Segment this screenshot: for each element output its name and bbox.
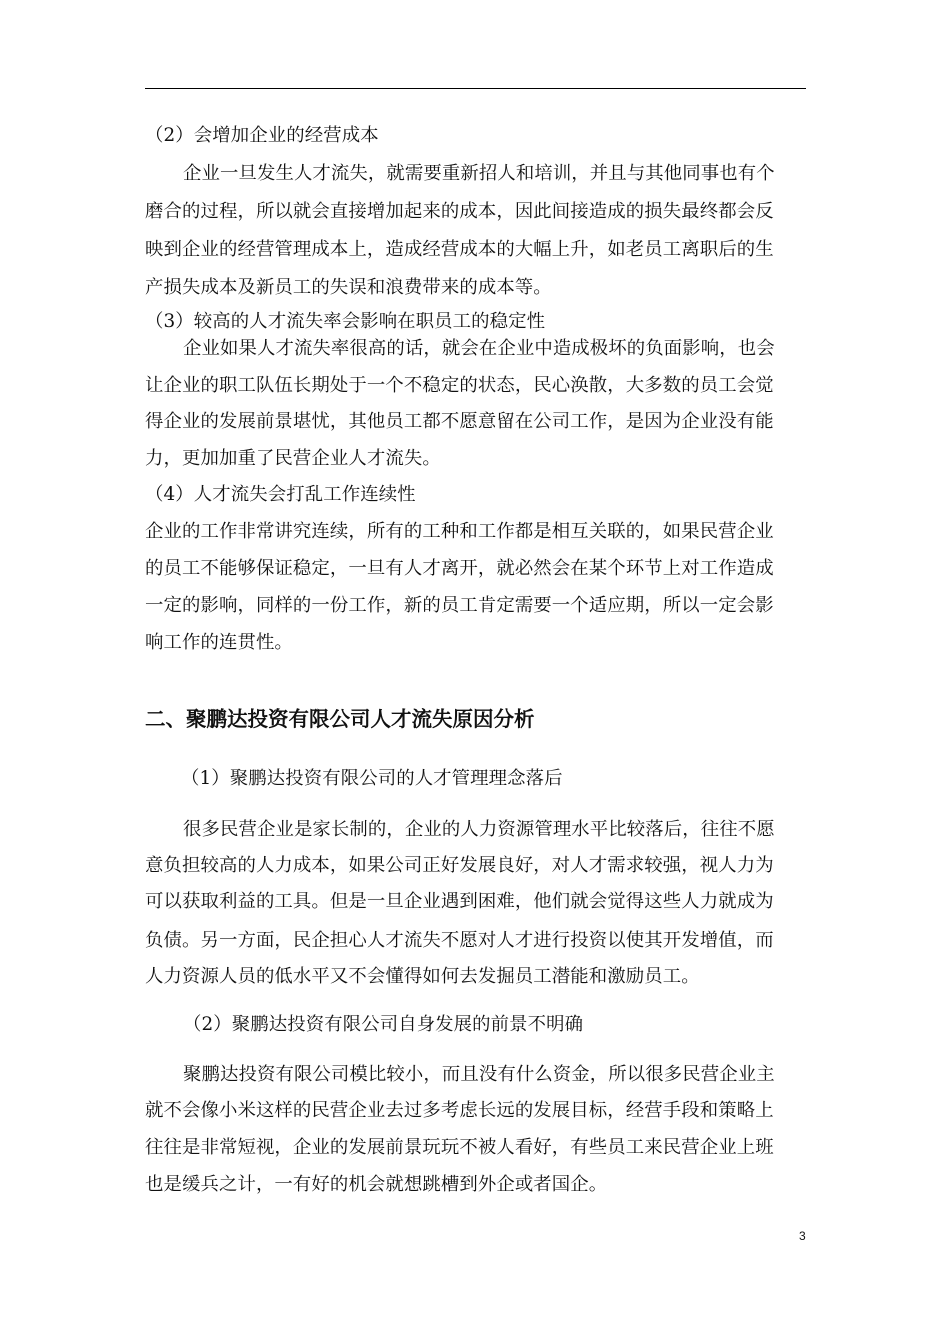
item-3-title: （3）较高的人才流失率会影响在职员工的稳定性 (145, 311, 546, 332)
paragraph-line: 产损失成本及新员工的失误和浪费带来的成本等。 (145, 277, 552, 298)
paragraph-line: 意负担较高的人力成本，如果公司正好发展良好，对人才需求较强，视人力为 (145, 855, 774, 876)
paragraph-line: 也是缓兵之计，一有好的机会就想跳槽到外企或者国企。 (145, 1174, 608, 1195)
paragraph-line: 得企业的发展前景堪忧，其他员工都不愿意留在公司工作，是因为企业没有能 (145, 411, 774, 432)
paragraph-line: 磨合的过程，所以就会直接增加起来的成本，因此间接造成的损失最终都会反 (145, 201, 774, 222)
paragraph-line: 往往是非常短视，企业的发展前景玩玩不被人看好，有些员工来民营企业上班 (145, 1137, 774, 1158)
paragraph-line: 人力资源人员的低水平又不会懂得如何去发掘员工潜能和激励员工。 (145, 966, 700, 987)
paragraph-line: 让企业的职工队伍长期处于一个不稳定的状态，民心涣散，大多数的员工会觉 (145, 375, 774, 396)
paragraph-line: 可以获取利益的工具。但是一旦企业遇到困难，他们就会觉得这些人力就成为 (145, 891, 774, 912)
paragraph-line: 企业的工作非常讲究连续，所有的工种和工作都是相互关联的，如果民营企业 (145, 521, 774, 542)
page-number: 3 (799, 1229, 806, 1243)
paragraph-line: 就不会像小米这样的民营企业去过多考虑长远的发展目标，经营手段和策略上 (145, 1100, 774, 1121)
paragraph-line: 的员工不能够保证稳定，一旦有人才离开，就必然会在某个环节上对工作造成 (145, 558, 774, 579)
item-2-prospects-title: （2）聚鹏达投资有限公司自身发展的前景不明确 (183, 1014, 584, 1035)
paragraph-line: 映到企业的经营管理成本上，造成经营成本的大幅上升，如老员工离职后的生 (145, 239, 774, 260)
paragraph-line: 负债。另一方面，民企担心人才流失不愿对人才进行投资以使其开发增值，而 (145, 930, 774, 951)
header-rule (145, 88, 806, 89)
paragraph-line: 力，更加加重了民营企业人才流失。 (145, 448, 441, 469)
paragraph-line: 企业如果人才流失率很高的话，就会在企业中造成极坏的负面影响，也会 (183, 338, 775, 359)
item-2-title: （2）会增加企业的经营成本 (145, 125, 379, 146)
item-4-title: （4）人才流失会打乱工作连续性 (145, 484, 416, 505)
section-heading: 二、聚鹏达投资有限公司人才流失原因分析 (145, 707, 535, 731)
paragraph-line: 一定的影响，同样的一份工作，新的员工肯定需要一个适应期，所以一定会影 (145, 595, 774, 616)
paragraph-line: 很多民营企业是家长制的，企业的人力资源管理水平比较落后，往往不愿 (183, 819, 775, 840)
paragraph-line: 响工作的连贯性。 (145, 632, 293, 653)
item-1-title: （1）聚鹏达投资有限公司的人才管理理念落后 (181, 768, 563, 789)
paragraph-line: 聚鹏达投资有限公司模比较小，而且没有什么资金，所以很多民营企业主 (183, 1064, 775, 1085)
paragraph-line: 企业一旦发生人才流失，就需要重新招人和培训，并且与其他同事也有个 (183, 163, 775, 184)
